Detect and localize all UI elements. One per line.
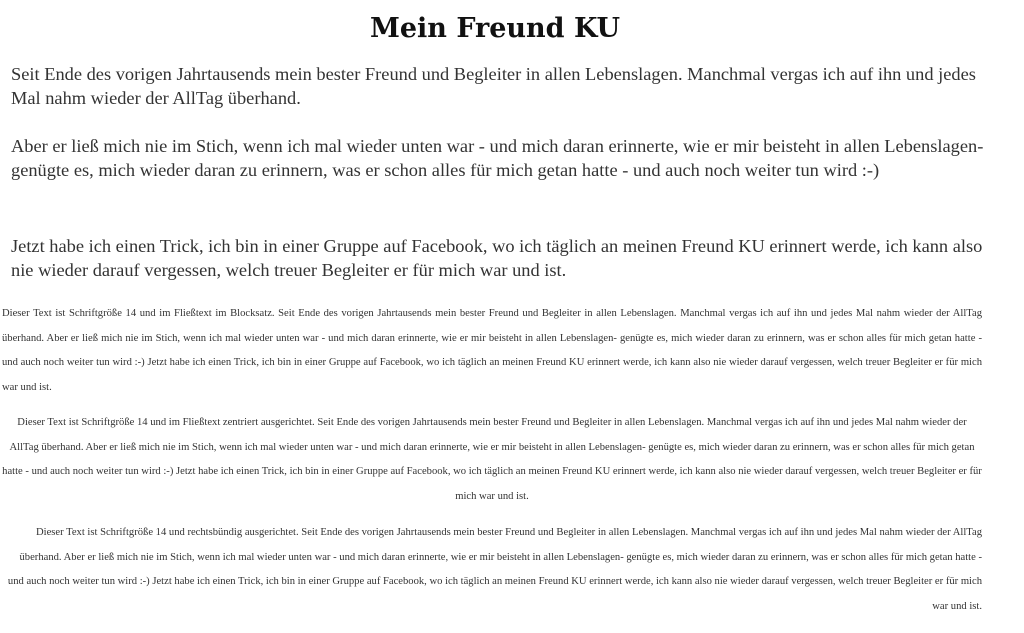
right-aligned-paragraph: Dieser Text ist Schriftgröße 14 und rechtsbündig ausgerichtet. Seit Ende des vorigen Jahrtausends mein bester Freund und Begleiter in allen Lebenslagen. Manchmal vergas ich auf ihn und jedes Mal nahm wieder der AllTag überhand. Aber er ließ mich nie im Stich, wenn ich mal wieder unten war - und mich daran erinnerte, wie er mir beisteht in allen Lebenslagen- genügte es, mich wieder daran zu erinnern, was er schon alles für mich getan hatte - und auch noch weiter tun wird :-) Jetzt habe ich einen Trick, ich bin in einer Gruppe auf Facebook, wo ich täglich an meinen Freund KU erinnert werde, ich kann also nie wieder darauf vergessen, welch treuer Begleiter er für mich war und ist. [7, 527, 982, 612]
intro-paragraph-3: Jetzt habe ich einen Trick, ich bin in einer Gruppe auf Facebook, wo ich täglich an meinen Freund KU erinnert werde, ich kann also nie wieder darauf vergessen, welch treuer Begleiter er für mich war und ist. [11, 236, 983, 280]
justified-paragraph: Dieser Text ist Schriftgröße 14 und im Fließtext im Blocksatz. Seit Ende des vorigen Jahrtausends mein bester Freund und Begleiter in allen Lebenslagen. Manchmal vergas ich auf ihn und jedes Mal nahm wieder der AllTag überhand. Aber er ließ mich nie im Stich, wenn ich mal wieder unten war - und mich daran erinnerte, wie er mir beisteht in allen Lebenslagen- genügte es, mich wieder daran zu erinnern, was er schon alles für mich getan hatte - und auch noch weiter tun wird :-) Jetzt habe ich einen Trick, ich bin in einer Gruppe auf Facebook, wo ich täglich an meinen Freund KU erinnert werde, ich kann also nie wieder darauf vergessen, welch treuer Begleiter er für mich war und ist. [2, 308, 982, 393]
page-title: Mein Freund KU [369, 13, 621, 44]
intro-paragraph-2: Aber er ließ mich nie im Stich, wenn ich mal wieder unten war - und mich daran erinnerte, wie er mir beisteht in allen Lebenslagen- genügte es, mich wieder daran zu erinnern, was er schon alles für mich getan hatte - und auch noch weiter tun wird :-) [11, 136, 984, 180]
intro-paragraph-1: Seit Ende des vorigen Jahrtausends mein bester Freund und Begleiter in allen Lebenslagen. Manchmal vergas ich auf ihn und jedes Mal nahm wieder der AllTag überhand. [11, 64, 976, 108]
centered-paragraph: Dieser Text ist Schriftgröße 14 und im Fließtext zentriert ausgerichtet. Seit Ende des vorigen Jahrtausends mein bester Freund und Begleiter in allen Lebenslagen. Manchmal vergas ich auf ihn und jedes Mal nahm wieder der AllTag überhand. Aber er ließ mich nie im Stich, wenn ich mal wieder unten war - und mich daran erinnerte, wie er mir beisteht in allen Lebenslagen- genügte es, mich wieder daran zu erinnern, was er schon alles für mich getan hatte - und auch noch weiter tun wird :-) Jetzt habe ich einen Trick, ich bin in einer Gruppe auf Facebook, wo ich täglich an meinen Freund KU erinnert werde, ich kann also nie wieder darauf vergessen, welch treuer Begleiter er für mich war und ist. [2, 417, 982, 502]
